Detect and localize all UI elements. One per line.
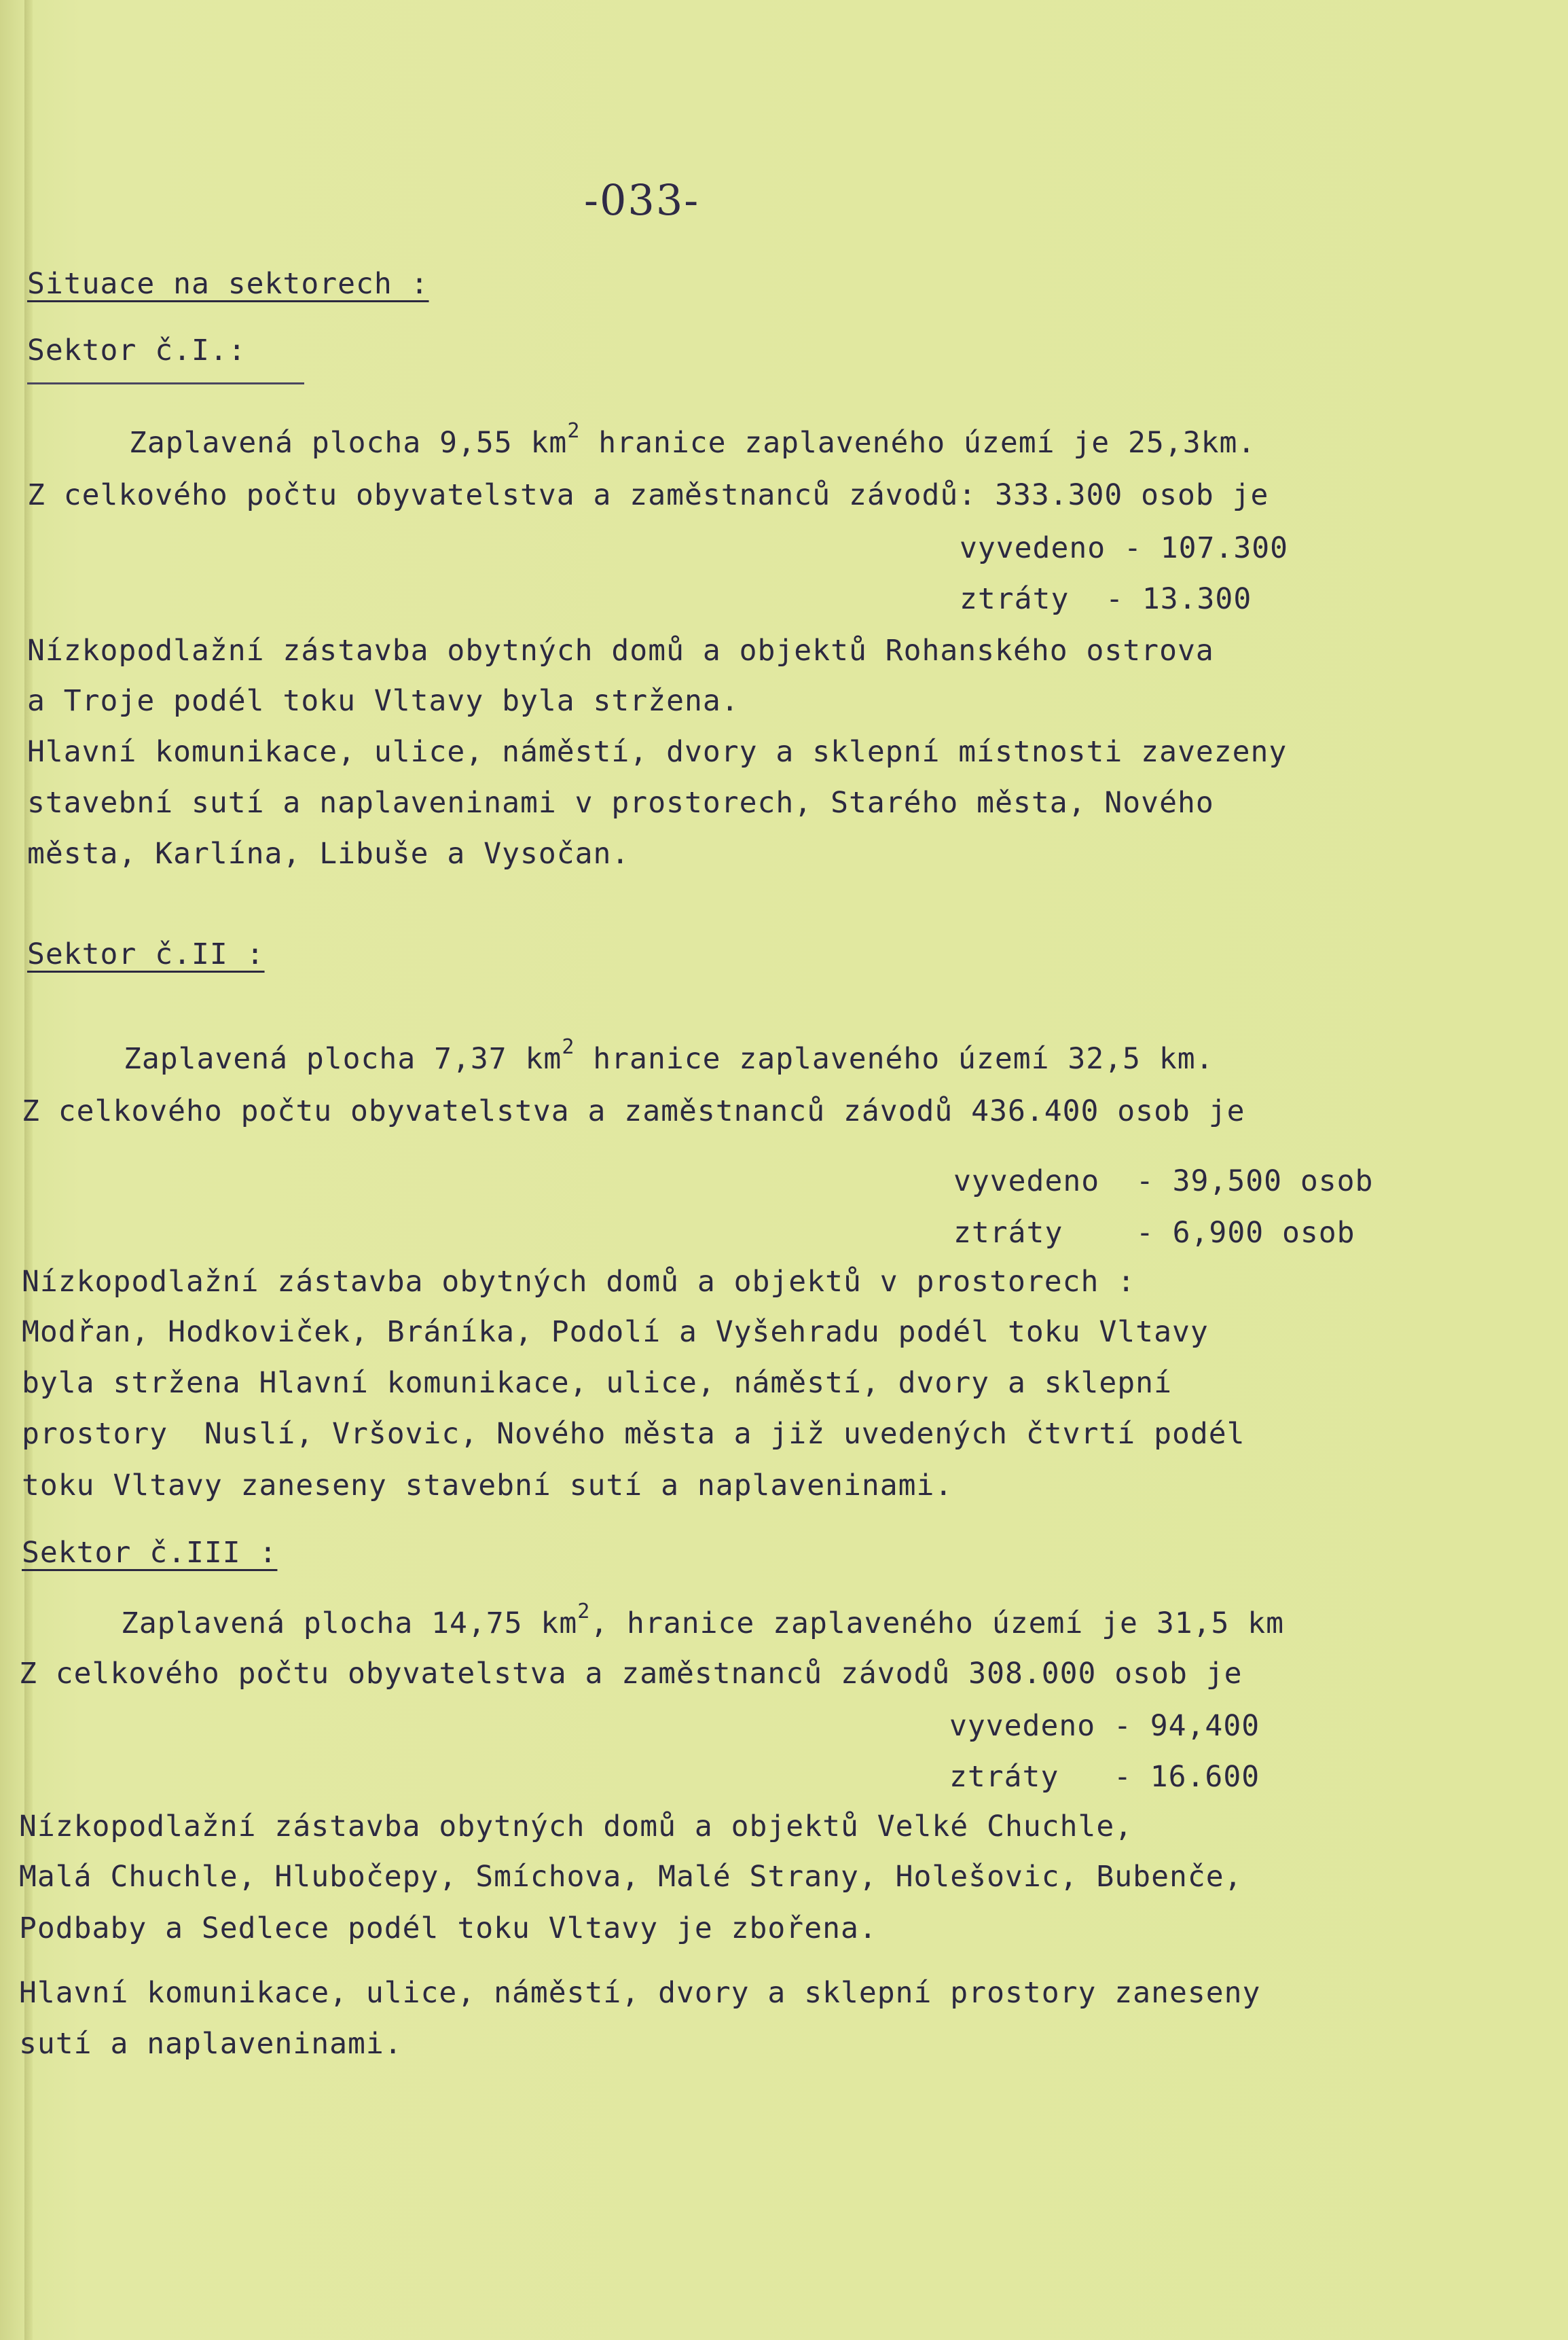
sector2-population-line: Z celkového počtu obyvatelstva a zaměstnanců závodů 436.400 osob je <box>22 1094 1245 1128</box>
sector3-population-line: Z celkového počtu obyvatelstva a zaměstnanců závodů 308.000 osob je <box>19 1657 1243 1691</box>
sector3-area-rest: , hranice zaplaveného území je 31,5 km <box>590 1606 1285 1640</box>
sector3-area-sup: 2 <box>577 1600 591 1623</box>
sector1-area-sup: 2 <box>567 419 581 443</box>
sector3-paragraph-line-4: Hlavní komunikace, ulice, náměstí, dvory a sklepní prostory zaneseny <box>19 1976 1261 2010</box>
sector3-paragraph-line-5: sutí a naplaveninami. <box>19 2027 403 2061</box>
sector3-evacuated: vyvedeno - 94,400 <box>949 1709 1260 1743</box>
sector2-title: Sektor č.II : <box>27 937 265 971</box>
sector2-evacuated: vyvedeno - 39,500 osob <box>953 1164 1374 1198</box>
sector3-paragraph-line-2: Malá Chuchle, Hlubočepy, Smíchova, Malé Strany, Holešovic, Bubenče, <box>19 1860 1243 1894</box>
sector1-losses: ztráty - 13.300 <box>960 582 1252 616</box>
sector2-losses: ztráty - 6,900 osob <box>953 1216 1355 1250</box>
sector1-area-line <box>129 419 1256 460</box>
sector1-area-text: Zaplavená plocha 9,55 km <box>129 426 568 460</box>
sector3-paragraph-line-1: Nízkopodlažní zástavba obytných domů a objektů Velké Chuchle, <box>19 1810 1133 1843</box>
sector2-paragraph-line-2: Modřan, Hodkoviček, Bráníka, Podolí a Vyšehradu podél toku Vltavy <box>22 1315 1209 1349</box>
sector3-area-line <box>121 1600 1285 1640</box>
sector3-area-text: Zaplavená plocha 14,75 km <box>121 1606 578 1640</box>
sector1-paragraph-line-3: Hlavní komunikace, ulice, náměstí, dvory a sklepní místnosti zavezeny <box>27 735 1288 769</box>
sector1-paragraph-line-2: a Troje podél toku Vltavy byla stržena. <box>27 684 740 718</box>
sector3-losses: ztráty - 16.600 <box>949 1760 1260 1794</box>
sector1-evacuated: vyvedeno - 107.300 <box>960 531 1288 565</box>
sector2-area-rest: hranice zaplaveného území 32,5 km. <box>575 1042 1214 1076</box>
main-heading: Situace na sektorech : <box>27 267 429 301</box>
sector1-paragraph-line-5: města, Karlína, Libuše a Vysočan. <box>27 837 630 871</box>
sector2-area-line <box>124 1035 1214 1076</box>
sector1-population-line: Z celkového počtu obyvatelstva a zaměstnanců závodů: 333.300 osob je <box>27 478 1269 512</box>
sector2-area-sup: 2 <box>562 1035 575 1059</box>
sector1-paragraph-line-1: Nízkopodlažní zástavba obytných domů a objektů Rohanského ostrova <box>27 634 1214 668</box>
sector1-title-rule <box>27 382 304 384</box>
sector1-title: Sektor č.I.: <box>27 334 247 367</box>
sector3-paragraph-line-3: Podbaby a Sedlece podél toku Vltavy je zbořena. <box>19 1911 877 1945</box>
sector1-area-rest: hranice zaplaveného území je 25,3km. <box>580 426 1256 460</box>
sector2-paragraph-line-1: Nízkopodlažní zástavba obytných domů a objektů v prostorech : <box>22 1265 1136 1299</box>
sector1-paragraph-line-4: stavební sutí a naplaveninami v prostorech, Starého města, Nového <box>27 786 1214 820</box>
sector2-paragraph-line-5: toku Vltavy zaneseny stavební sutí a naplaveninami. <box>22 1469 953 1502</box>
sector2-area-text: Zaplavená plocha 7,37 km <box>124 1042 562 1076</box>
page-number: -033- <box>584 175 700 225</box>
sector2-paragraph-line-3: byla stržena Hlavní komunikace, ulice, náměstí, dvory a sklepní <box>22 1366 1172 1400</box>
sector2-paragraph-line-4: prostory Nuslí, Vršovic, Nového města a již uvedených čtvrtí podél <box>22 1417 1245 1451</box>
sector3-title: Sektor č.III : <box>22 1536 278 1570</box>
